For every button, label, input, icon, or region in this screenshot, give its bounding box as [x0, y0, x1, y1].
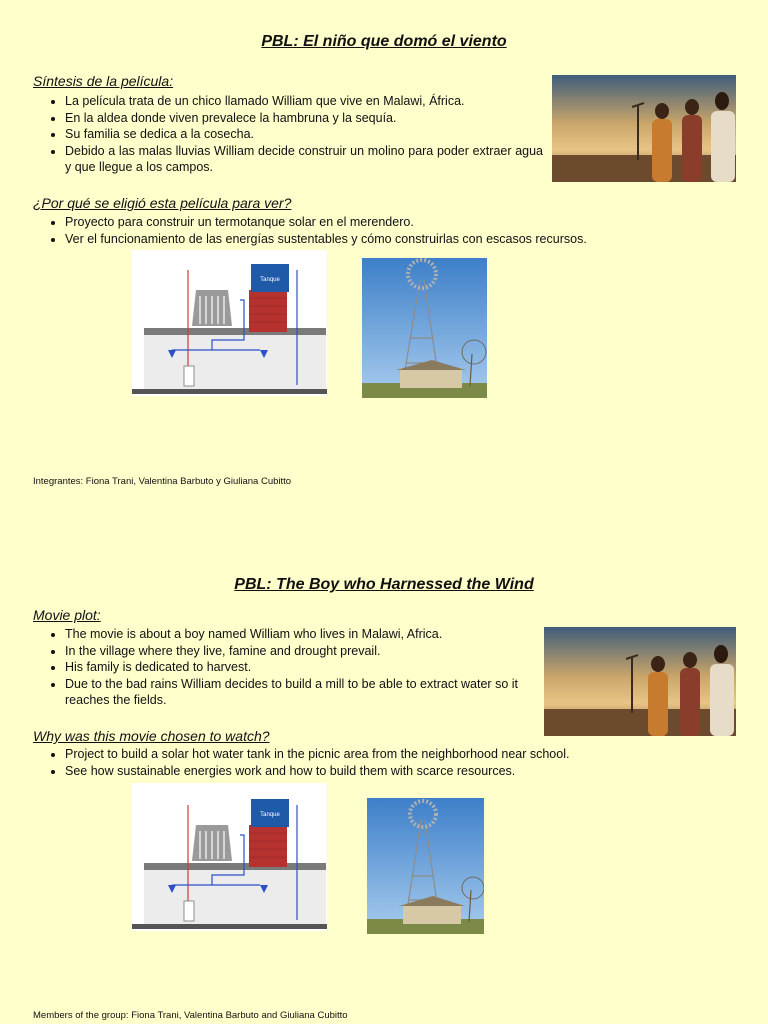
- movie-poster-image: [552, 75, 736, 182]
- list-item: • Ver el funcionamiento de las energías sustentables y cómo construirlas con escasos recursos.: [65, 231, 765, 248]
- movie-poster-image: [544, 627, 736, 736]
- group-members-es: Integrantes: Fiona Trani, Valentina Barbuto y Giuliana Cubitto: [33, 476, 292, 487]
- solar-heater-diagram: [132, 783, 327, 931]
- list-item: • Due to the bad rains William decides to build a mill to be able to extract water so it reaches the fields.: [65, 676, 543, 709]
- solar-heater-diagram: [132, 250, 327, 396]
- list-item: • Su familia se dedica a la cosecha.: [65, 126, 543, 143]
- synopsis-heading-es: Síntesis de la película:: [33, 73, 174, 89]
- why-heading-es: ¿Por qué se eligió esta película para ver?: [33, 195, 292, 211]
- list-item: • The movie is about a boy named William who lives in Malawi, Africa.: [65, 626, 543, 643]
- list-item: • In the village where they live, famine and drought prevail.: [65, 643, 543, 660]
- list-item: • En la aldea donde viven prevalece la hambruna y la sequía.: [65, 110, 543, 127]
- tank-label: Tanque: [260, 812, 280, 818]
- why-list-en: [33, 746, 765, 779]
- page-title-es: PBL: El niño que domó el viento: [261, 33, 507, 50]
- why-heading-en: Why was this movie chosen to watch?: [33, 728, 270, 744]
- list-item: • La película trata de un chico llamado William que vive en Malawi, África.: [65, 93, 543, 110]
- list-item: • Proyecto para construir un termotanque solar en el merendero.: [65, 214, 765, 231]
- synopsis-list-en: [33, 626, 543, 709]
- tank-label: Tanque: [260, 277, 280, 283]
- why-list-es: [33, 214, 765, 247]
- list-item: • See how sustainable energies work and how to build them with scarce resources.: [65, 763, 765, 780]
- list-item: • Project to build a solar hot water tank in the picnic area from the neighborhood near school.: [65, 746, 765, 763]
- list-item: • Debido a las malas lluvias William decide construir un molino para poder extraer agua y que llegue a los campos.: [65, 143, 543, 176]
- windmill-photo: [362, 258, 487, 398]
- synopsis-list-es: [33, 93, 543, 176]
- synopsis-heading-en: Movie plot:: [33, 607, 101, 623]
- windmill-photo: [367, 798, 484, 934]
- list-item: • His family is dedicated to harvest.: [65, 659, 543, 676]
- group-members-en: Members of the group: Fiona Trani, Valentina Barbuto and Giuliana Cubitto: [33, 1010, 348, 1021]
- page-title-en: PBL: The Boy who Harnessed the Wind: [234, 576, 534, 593]
